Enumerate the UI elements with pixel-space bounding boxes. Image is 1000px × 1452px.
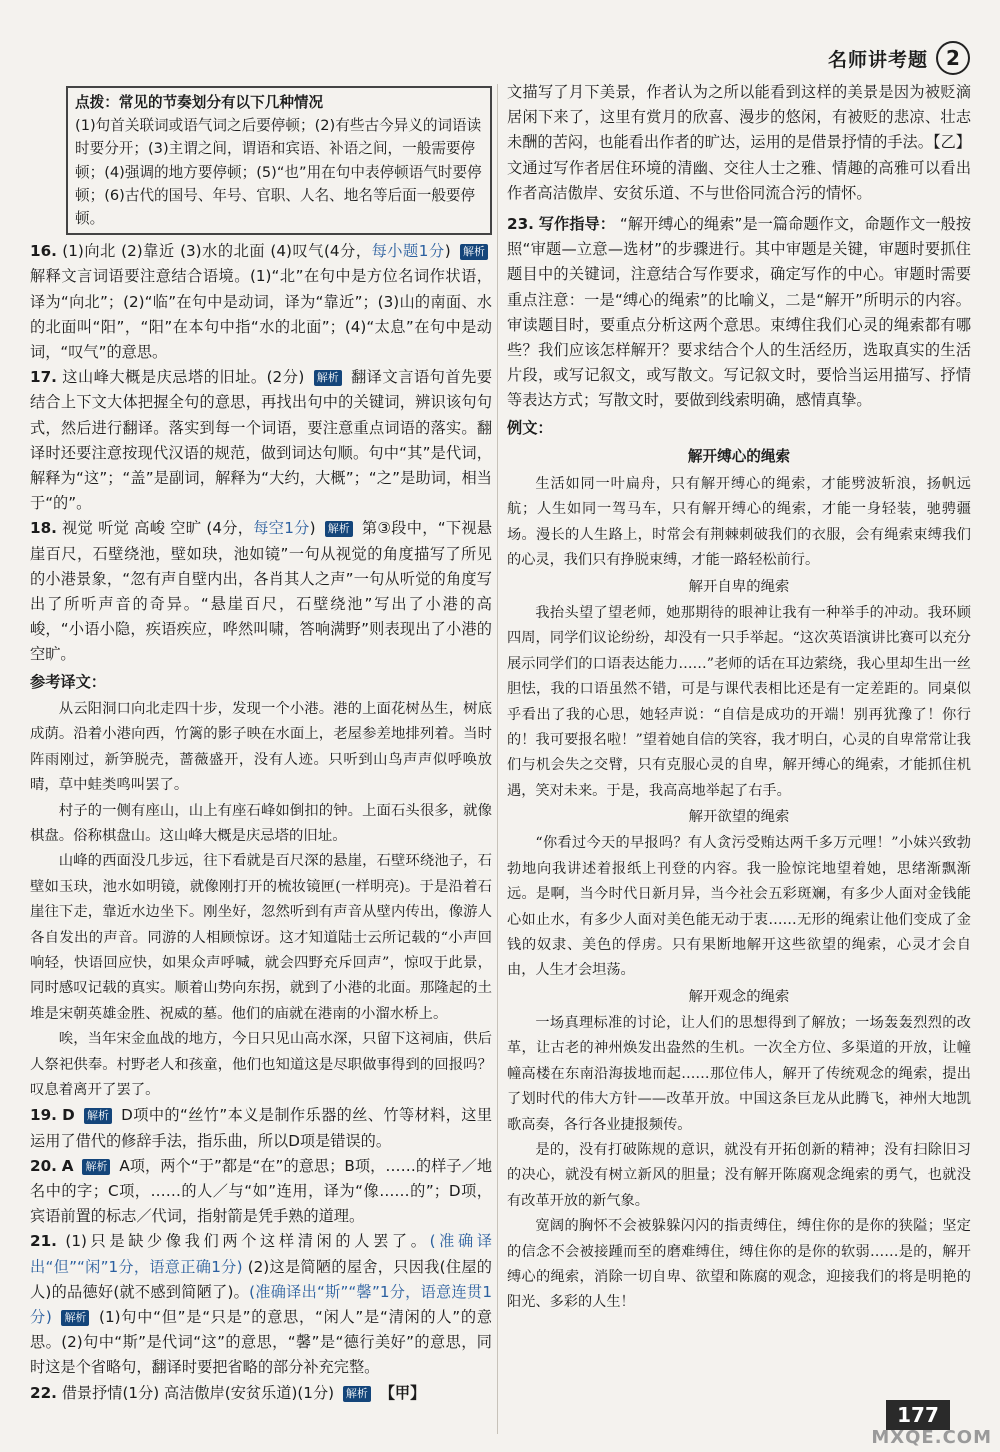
q16-analysis: 解释文言词语要注意结合语境。(1)“北”在句中是方位名词作状语，译为“向北”；(2)“临”在句中是动词，译为“靠近”；(3)山的南面、水的北面叫“阳”，“阳”在本句中指“水的北面”；(4)“太息”在句中是动词，“叹气”的意思。: [30, 267, 492, 362]
tip-body: (1)句首关联词或语气词之后要停顿；(2)有些古今异义的词语读时要分开；(3)主谓之间，谓语和宾语、补语之间，一般需要停顿；(4)强调的地方要停顿；(5)“也”用在句中表停顿语气时要停顿；(6)古代的国号、年号、官职、人名、地名等后面一般要停顿。: [75, 117, 482, 228]
question-16: [30, 239, 492, 365]
q22-continued: 文描写了月下美景，作者认为之所以能看到这样的美景是因为被贬滴居闲下来了，这里有赏月的欣喜、漫步的悠闲，有被贬的悲凉、壮志未酬的苦闷，也能看出作者的旷达，运用的是借景抒情的手法。【乙】文通过写作者居住环境的清幽、交往人士之雅、情趣的高雅可以看出作者高洁傲岸、安贫乐道、不与世俗同流合污的情怀。: [507, 83, 971, 202]
translation-title: 参考译文：: [30, 672, 106, 691]
q16-number: 16.: [30, 242, 57, 261]
q23-number: 23.: [507, 215, 534, 234]
question-19: [30, 1103, 492, 1153]
q21-note-b: (准确译出“斯”“馨”1分，语意连贯1分): [30, 1282, 492, 1326]
question-17: [30, 365, 492, 516]
q18-score-note: 每空1分: [253, 519, 310, 538]
question-21: [30, 1229, 492, 1380]
q19-analysis-tag: 解析: [84, 1108, 112, 1124]
essay-closing: 宽阔的胸怀不会被躲躲闪闪的指责缚住，缚住你的是你的狭隘；坚定的信念不会被接踵而至的磨难缚住，缚住你的是你的软弱……是的，解开缚心的绳索，消除一切自卑、欲望和陈腐的观念，迎接我们的将是明艳的阳光、多彩的人生！: [507, 1218, 971, 1311]
series-logo-icon: 2: [936, 41, 970, 75]
essay-section-title: 解开自卑的绳索: [688, 578, 790, 595]
essay-section-title: 解开欲望的绳索: [688, 809, 790, 826]
essay-section-text: “你看过今天的早报吗？有人贪污受贿达两千多万元哩！”小妹兴致勃勃地向我讲述着报纸上刊登的内容。我一脸惊诧地望着她，思绪渐飘渐远。是啊，当今时代日新月异，当今社会五彩斑斓，有多少人面对金钱能心如止水，有多少人面对美色能无动于衷……无形的绳索让他们变成了金钱的奴隶、美色的俘虏。只有果断地解开这些欲望的绳索，心灵才会自由，人生才会坦荡。: [507, 835, 971, 979]
q18-number: 18.: [30, 519, 57, 538]
essay-section-title: 解开观念的绳索: [688, 988, 790, 1005]
essay-section-text: 一场真理标准的讨论，让人们的思想得到了解放；一场轰轰烈烈的改革，让古老的神州焕发出盎然的生机。一次全方位、多渠道的开放，让幢幢高楼在东南沿海拔地而起……那位伟人，解开了传统观念的绳索，提出了划时代的伟大方针——改革开放。中国这条巨龙从此腾飞，神州大地凯歌高奏，各行各业捷报频传。: [507, 1014, 971, 1133]
q17-analysis: 翻译文言语句首先要结合上下文大体把握全句的意思，再找出句中的关键词，辨识该句句式，然后进行翻译。落实到每一个词语，要注意重点词语的落实。翻译时还要注意按现代汉语的规范，做到词达句顺。句中“其”是代词，解释为“这”；“盖”是副词，解释为“大约，大概”；“之”是助词，相当于“的”。: [30, 368, 493, 513]
tip-box: [66, 86, 492, 235]
q16-analysis-tag: 解析: [460, 244, 488, 260]
essay-title: 解开缚心的绳索: [687, 447, 791, 465]
left-column: [30, 80, 492, 1406]
q22-tail: 【甲】: [379, 1383, 426, 1402]
series-title: 名师讲考题: [827, 48, 928, 71]
tip-title: 点拨：常见的节奏划分有以下几种情况: [75, 94, 324, 111]
translation-paragraph: 山峰的西面没几步远，往下看就是百尺深的悬崖，石壁环绕池子，石壁如玉玦，池水如明镜，就像刚打开的梳妆镜匣(一样明亮)。于是沿着石崖往下走，靠近水边坐下。刚坐好，忽然听到有声音从壁内传出，像游人各自发出的声音。同游的人相顾惊讶。这才知道陆士云所记载的“小声回响轻，快语回应快，如果众声呼喊，就会四野充斥回声”，惊叹于此景，同时感叹记载的真实。顺着山势向东拐，就到了小港的北面。那隆起的土堆是宋朝英雄金胜、祝威的墓。他们的庙就在港南的小溜水桥上。: [30, 853, 492, 1022]
q17-analysis-tag: 解析: [314, 370, 342, 386]
q16-answer: (1)向北 (2)靠近 (3)水的北面 (4)叹气: [62, 242, 324, 261]
translation-body: [30, 697, 492, 1104]
q18-score-end: ): [309, 519, 316, 538]
q16-score: (4分，: [323, 242, 372, 261]
q18-score: (4分，: [206, 519, 254, 538]
q20-number: 20.: [30, 1156, 57, 1175]
page-number: 177: [886, 1400, 950, 1430]
q21-answer-b: (2)这是简陋的屋舍，只因我(住屋的人)的品德好(就不感到简陋了)。: [30, 1257, 492, 1301]
q20-analysis-tag: 解析: [82, 1159, 110, 1175]
q21-number: 21.: [30, 1232, 57, 1251]
q22-analysis-tag: 解析: [343, 1386, 371, 1402]
q16-score-end: ): [444, 242, 451, 261]
q19-analysis: D项中的“丝竹”本义是制作乐器的丝、竹等材料，这里运用了借代的修辞手法，指乐曲，所以D项是错误的。: [30, 1106, 493, 1150]
translation-paragraph: 村子的一侧有座山，山上有座石峰如倒扣的钟。上面石头很多，就像棋盘。俗称棋盘山。这山峰大概是庆忌塔的旧址。: [30, 802, 492, 844]
question-20: [30, 1154, 492, 1230]
question-18: [30, 516, 492, 667]
q21-note-a: (准确译出“但”“闲”1分，语意正确1分): [30, 1232, 493, 1276]
q21-answer-a: (1)只是缺少像我们两个这样清闲的人罢了。: [65, 1232, 430, 1251]
q19-number: 19.: [30, 1106, 57, 1125]
q18-analysis-tag: 解析: [325, 521, 353, 537]
q23-body: “解开缚心的绳索”是一篇命题作文，命题作文一般按照“审题—立意—选材”的步骤进行。其中审题是关键，审题时要抓住题目中的关键词，注意结合写作要求，确定写作的中心。审题时需要重点注意：一是“缚心的绳索”的比喻义，二是“解开”所明示的内容。审读题目时，要重点分析这两个意思。束缚住我们心灵的绳索都有哪些？我们应该怎样解开？要求结合个人的生活经历，选取真实的生活片段，或写记叙文，或写散文。写记叙文时，要恰当运用描写、抒情等表达方式；写散文时，要做到线索明确，感情真挚。: [507, 215, 972, 410]
q17-number: 17.: [30, 368, 57, 387]
q20-answer: A: [61, 1156, 74, 1175]
q20-analysis: A项，两个“于”都是“在”的意思；B项，……的样子／地名中的字；C项，……的人／与“如”连用，译为“像……的”；D项，宾语前置的标志／代词，指射箭是凭手熟的道理。: [30, 1156, 493, 1226]
q16-score-note: 每小题1分: [371, 242, 445, 261]
q21-analysis: (1)句中“但”是“只是”的意思，“闲人”是“清闲的人”的意思。(2)句中“斯”是代词“这”的意思，“馨”是“德行美好”的意思，同时这是个省略句，翻译时要把省略的部分补充完整。: [30, 1308, 493, 1377]
question-22: [30, 1381, 492, 1406]
q22-number: 22.: [30, 1383, 57, 1402]
essay-intro: 生活如同一叶扁舟，只有解开缚心的绳索，才能劈波斩浪，扬帆远航；人生如同一驾马车，只有解开缚心的绳索，才能一身轻装，驰骋疆场。漫长的人生路上，时常会有荆棘刺破我们的衣服，会有绳索束缚我们的心灵，我们只有挣脱束缚，才能一路轻松前行。: [507, 476, 971, 569]
q18-answer: 视觉 听觉 高峻 空旷: [62, 519, 202, 538]
q18-analysis: 第③段中，“下视悬崖百尺，石壁绕池，壁如玦，池如镜”一句从视觉的角度描写了所见的小港景象，“忽有声自壁内出，各肖其人之声”一句从听觉的角度写出了所听声音的奇异。“悬崖百尺，石壁绕池”写出了小港的高峻，“小语小隐，疾语疾应，哗然叫啸，答响满野”则表现出了小港的空旷。: [30, 519, 493, 664]
q22-answer: 借景抒情(1分) 高洁傲岸(安贫乐道)(1分): [61, 1383, 335, 1402]
watermark: MXQE.COM: [871, 1427, 992, 1448]
translation-paragraph: 唉，当年宋金血战的地方，今日只见山高水深，只留下这祠庙，供后人祭祀供奉。村野老人和孩童，他们也知道这是尽职做事得到的回报吗？叹息着离开了罢了。: [30, 1031, 492, 1098]
question-23: [507, 212, 971, 414]
page-header: [828, 38, 970, 78]
right-column: [507, 80, 971, 1316]
example-label: 例文：: [507, 418, 553, 437]
essay-section-text: 我抬头望了望老师，她那期待的眼神让我有一种举手的冲动。我环顾四周，同学们议论纷纷，却没有一只手举起。“这次英语演讲比赛可以充分展示同学们的口语表达能力……”老师的话在耳边萦绕，我心里却生出一丝胆怯，我的口语虽然不错，可是与课代表相比还是有一定差距的。同桌似乎看出了我的心思，她轻声说：“自信是成功的开端！别再犹豫了！你行的！我可要报名啦！”望着她自信的笑容，我才明白，心灵的自卑常常让我们与机会失之交臂，只有克服心灵的自卑，解开缚心的绳索，才能抓住机遇，笑对未来。于是，我高高地举起了右手。: [507, 604, 971, 799]
translation-paragraph: 从云阳洞口向北走四十步，发现一个小港。港的上面花树丛生，树底成荫。沿着小港向西，竹篱的影子映在水面上，老屋参差地排列着。当时阵雨刚过，新笋脱壳，蔷薇盛开，没有人迹。只听到山鸟声声似呼唤放晴，草中蛙类鸣叫罢了。: [30, 700, 492, 794]
column-divider: [497, 84, 498, 1434]
essay-closing: 是的，没有打破陈规的意识，就没有开拓创新的精神；没有扫除旧习的决心，就没有树立新风的胆量；没有解开陈腐观念绳索的勇气，也就没有改革开放的新气象。: [507, 1142, 971, 1209]
q19-answer: D: [62, 1106, 75, 1125]
essay-body: [507, 472, 971, 1316]
q23-label: 写作指导：: [538, 215, 616, 234]
q17-answer: 这山峰大概是庆忌塔的旧址。(2分): [62, 368, 305, 387]
q21-analysis-tag: 解析: [61, 1310, 89, 1326]
